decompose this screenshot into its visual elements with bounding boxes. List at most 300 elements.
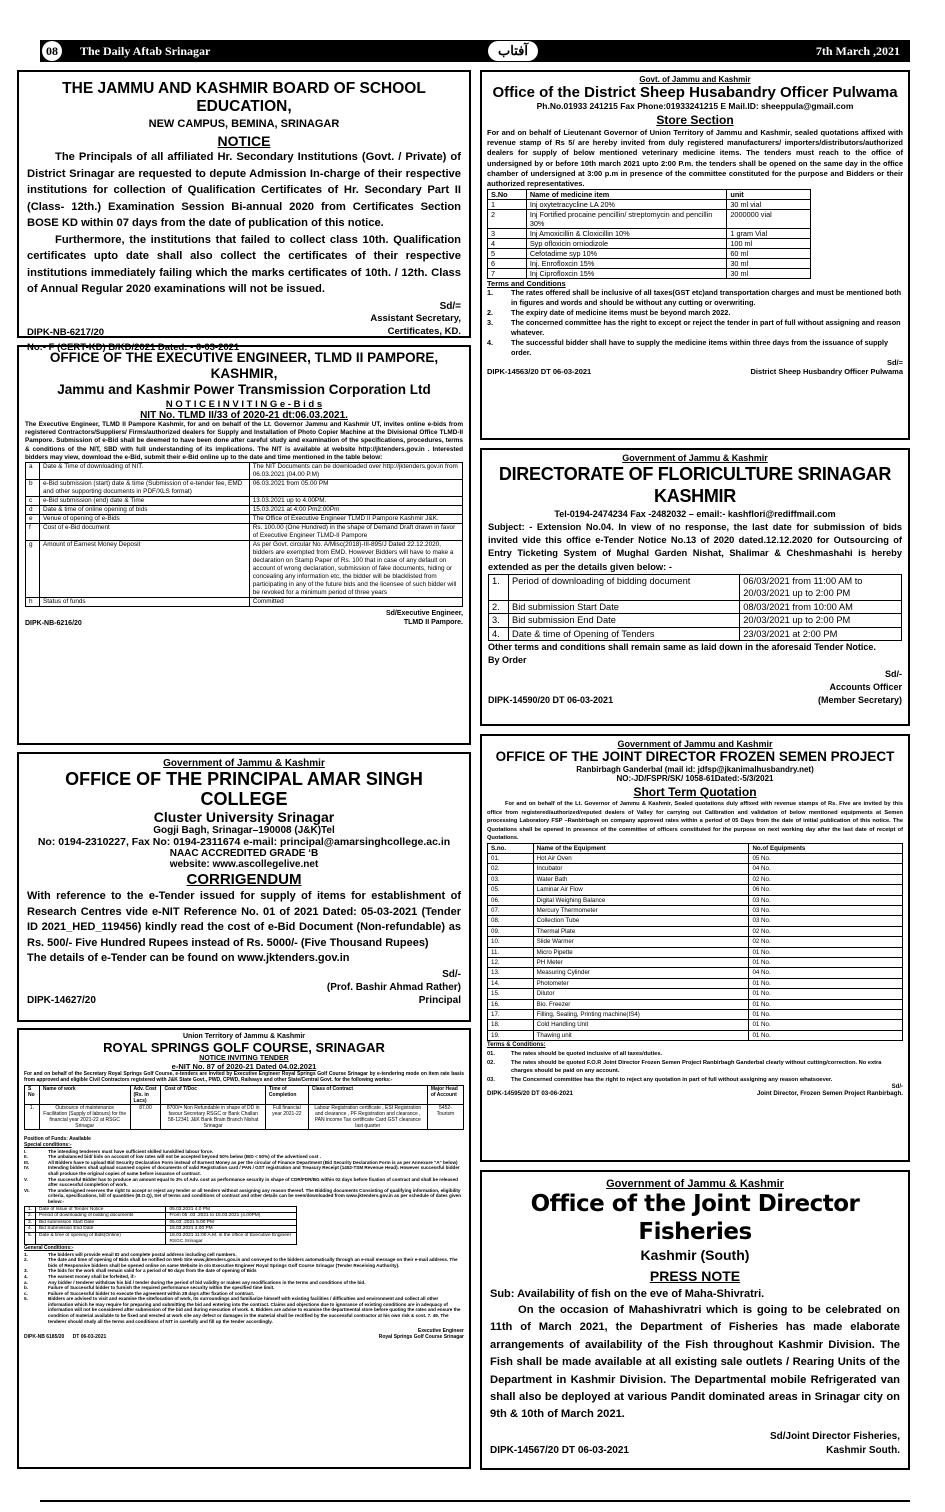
- sheep-table-row: [488, 229, 811, 239]
- tlmd-table-row: [26, 598, 463, 607]
- semen-table-row-cell: 02 No.: [749, 874, 903, 884]
- semen-table-row-cell: 01 No.: [749, 1030, 903, 1040]
- semen-table-row-cell: 04 No.: [749, 864, 903, 874]
- semen-table-row-cell: 15.: [488, 989, 534, 999]
- college-contact: No: 0194-2310227, Fax No: 0194-2311674 e-mail: principal@amarsinghcollege.ac.in: [37, 836, 451, 848]
- sheep-term-number: 3.: [487, 318, 494, 328]
- sheep-table-row-cell: 2000000 vial: [727, 210, 811, 229]
- sheep-table-row-cell: Inj Fortified procaine pencillin/ streptomycin and pencillin 30%: [526, 210, 727, 229]
- golf-general-condition-text: Failure of Successful bidder to execute the agreement within 28 days after fixation of contract.: [48, 1290, 255, 1296]
- semen-table-row-cell: 13.: [488, 968, 534, 978]
- sheep-sign: District Sheep Husbandry Officer Pulwama: [750, 367, 903, 377]
- newspaper-name: The Daily Aftab Srinagar: [80, 44, 211, 58]
- fish-sign-1: Sd/Joint Director Fisheries,: [769, 1430, 900, 1442]
- sheep-notice: [480, 70, 910, 440]
- sheep-term-number: 1.: [487, 288, 494, 298]
- tlmd-table: [25, 462, 463, 607]
- golf-tender: [17, 1028, 471, 1469]
- sheep-dipk: DIPK-14563/20 DT 06-03-2021: [487, 367, 592, 377]
- golf-intro: For and on behalf of the Secretary Royal Springs Golf Course, e-tenders are invited by Executive Engineer Royal Springs Golf Course Srinagar by e-tendering mode on item rate basis from approved and eligible Civil Contractors registered with J&K State Govt., PWD, CPWD, Railways and other State/Central Govt. for the following works:-: [24, 1071, 464, 1084]
- flori-subject: Subject: - Extension No.04. In view of no response, the last date for submission of bids invited vide this office e-Tender Notice No.13 of 2020 dated.12.12.2020 for Outsourcing of Entry Ticketing System of Mughal Garden Nishat, Shalimar & Cheshmashahi is hereby extended as per the details given below: -: [488, 522, 902, 572]
- semen-table-row-cell: 02 No.: [749, 926, 903, 936]
- golf-date-row: [25, 1232, 297, 1244]
- golf-general-condition-text: Bidders are advised to visit and examine the site/location of work, its surroundings and familiarize himself with existing facilities / difficulties and environment and collect all other information which he may require for preparing and submitting the bid and entering into the contract. Claims and objections due to ignorance of existing conditions are in adequacy of information will not be considered after submission of the bid and during execution of work. 6. Bidders are advise to examine the departmental store before quoting the rates and ensure the condition of material available to be fixed and erected at work site any defect or damages in the material shall be rectified by the successful contractor at his own risk & cost. 7. 49. The tenderer should study all the terms and conditions of NIT in carefully and fill up the tender accordingly.: [48, 1296, 461, 1324]
- flori-other: Other terms and conditions shall remain same as laid down in the aforesaid Tender Notice.: [488, 642, 876, 653]
- semen-table-row: [488, 885, 903, 895]
- fish-body: On the occasion of Mahashivratri which is going to be celebrated on 11th of March 2021, the Department of Fisheries has made elaborate arrangements of availability of the Fish throughout Kashmir Division. The Fish shall be made available at all existing sale outlets / Rearing Units of the Department in Kashmir Division. The Departmental mobile Refrigerated van shall also be deployed at various Pandit dominated areas in Srinagar city on 9th & 10th of March 2021.: [490, 1304, 900, 1421]
- semen-table-row-cell: PH Meter: [533, 957, 749, 967]
- golf-table-cell: 8700/= Non Refundable in shape of DD in favour Secretary RSGC or Bank Challan 58-12341 J&K Bank Brain Branch Nishat Srinagar: [161, 1104, 265, 1129]
- sheep-table-row: [488, 269, 811, 279]
- golf-date: DT 06-03-2021: [72, 1334, 107, 1341]
- flori-table-row-cell: 1.: [489, 574, 509, 600]
- sheep-term-text: The rates offered shall be inclusive of all taxes(GST etc)and transportation charges and must be mentioned both in figures and words and should be without any cutting or overwriting.: [511, 288, 902, 308]
- semen-term-text: The Concerned committee has the right to reject any quotation in part of full without assigning any reason whatsoever.: [511, 1076, 833, 1083]
- college-sign-1: (Prof. Bashir Ahmad Rather): [326, 981, 461, 993]
- semen-table-row-cell: 16.: [488, 999, 534, 1009]
- semen-quotation: [480, 734, 910, 1162]
- golf-general-condition: [24, 1296, 464, 1324]
- tlmd-table-row: [26, 515, 463, 524]
- semen-table-row-cell: Cold Handling Unit: [533, 1020, 749, 1030]
- semen-table-row-cell: Slide Warmer: [533, 937, 749, 947]
- sheep-term: [487, 288, 903, 308]
- flori-table-row: [489, 627, 902, 641]
- sheep-table: [487, 189, 811, 279]
- golf-title: ROYAL SPRINGS GOLF COURSE, SRINAGAR: [103, 1040, 385, 1055]
- flori-table-row: [489, 614, 902, 628]
- sheep-table-row: [488, 259, 811, 269]
- sheep-table-row-cell: 4: [488, 239, 527, 249]
- golf-special-head: Special conditions:-: [24, 1142, 72, 1149]
- golf-date-row-cell: 05.03 .2021 5.00 PM: [166, 1219, 296, 1226]
- college-sign-2: Principal: [418, 994, 461, 1006]
- sheep-table-row: [488, 239, 811, 249]
- flori-order: By Order: [488, 655, 527, 666]
- tlmd-table-row-cell: g: [26, 541, 40, 598]
- bose-sign-2: Certificates, KD.: [387, 325, 461, 337]
- semen-table-row-cell: 06 No.: [749, 885, 903, 895]
- golf-general-condition-text: The earnest money shall be forfeited, if:-: [48, 1273, 137, 1279]
- golf-date-row: [25, 1219, 297, 1226]
- golf-general-condition-number: 4.: [24, 1273, 28, 1279]
- semen-table-row-cell: 01 No.: [749, 989, 903, 999]
- golf-table-header: Cost of T/Doc: [161, 1085, 265, 1104]
- semen-table: [487, 843, 903, 1042]
- golf-general-condition-number: b.: [24, 1285, 29, 1291]
- golf-condition-text: The successful Bidder has to produce an amount equal to 3% of Adv. cost as performance security in shape of CDR/FDR/BG within 02 days before fixation of contract and shall be released after successful completion of work.: [48, 1176, 458, 1188]
- sheep-terms: [487, 288, 903, 358]
- golf-condition: [24, 1188, 464, 1205]
- semen-govt: Government of Jammu and Kashmir: [617, 739, 773, 749]
- sheep-table-row-cell: 7: [488, 269, 527, 279]
- semen-table-row-cell: Mercury Thermometer: [533, 905, 749, 915]
- flori-table-row-cell: Period of downloading of bidding document: [509, 574, 740, 600]
- semen-terms: [487, 1050, 903, 1084]
- sheep-table-header: unit: [727, 190, 811, 200]
- golf-table-cell: 1.: [25, 1104, 40, 1129]
- bose-sign-1: Assistant Secretary,: [370, 312, 461, 324]
- tlmd-table-row-cell: e: [26, 515, 40, 524]
- semen-sd: Sd/-: [891, 1084, 903, 1091]
- tlmd-table-row-cell: a: [26, 463, 40, 480]
- semen-address: Ranbirbagh Ganderbal (mail id: jdfsp@jkanimalhusbandry.net): [576, 765, 814, 774]
- golf-condition-text: Intending bidders shall upload scanned copies of documents of valid Registration card / PAN / GST registration and Treasury Receipt (1452-TSM Revenue Head). However successful bidder shall produce the original copies of same before issuance of contract.: [48, 1165, 460, 1176]
- college-website: website: www.ascollegelive.net: [169, 859, 319, 870]
- semen-table-row-cell: Water Bath: [533, 874, 749, 884]
- sheep-govt: Govt. of Jammu and Kashmir: [639, 75, 751, 84]
- flori-table-row-cell: 08/03/2021 from 10:00 AM: [740, 600, 902, 614]
- semen-table-row-cell: 05.: [488, 885, 534, 895]
- sheep-term-number: 4.: [487, 338, 494, 348]
- semen-table-row-cell: Collection Tube: [533, 916, 749, 926]
- semen-table-header: S.no.: [488, 843, 534, 853]
- flori-table-row-cell: 2.: [489, 600, 509, 614]
- flori-table-row-cell: 20/03/2021 up to 2:00 PM: [740, 614, 902, 628]
- bose-subtitle: NEW CAMPUS, BEMINA, SRINAGAR: [148, 118, 340, 130]
- golf-table-cell: 87.00: [130, 1104, 161, 1129]
- flori-table: [488, 574, 902, 642]
- semen-table-row: [488, 968, 903, 978]
- tlmd-table-row-cell: Venue of opening of e-Bids: [40, 515, 250, 524]
- golf-table-cell: Full financial year 2021-22: [265, 1104, 308, 1129]
- semen-table-row: [488, 1030, 903, 1040]
- bose-no: No:- F (CERT-KD) B/KD/2021 Dated: - 6-03-2021: [27, 341, 240, 353]
- tlmd-nit: NIT No. TLMD II/33 of 2020-21 dt:06.03.2021.: [140, 410, 348, 421]
- golf-table-cell: Labour Registration certificate , ESI Registration and clearance , PF Registration and clearance , PAN income Tax certificate Card GST clearance last quarter: [308, 1104, 427, 1129]
- sheep-table-header: S.No: [488, 190, 527, 200]
- tlmd-table-row: [26, 463, 463, 480]
- tlmd-table-row-cell: e-Bid submission (end) date & Time: [40, 497, 250, 506]
- flori-govt: Government of Jammu & Kashmir: [622, 453, 768, 463]
- sheep-table-row-cell: 30 ml: [727, 269, 811, 279]
- fisheries-press-note: [480, 1170, 910, 1470]
- flori-table-row-cell: 23/03/2021 at 2:00 PM: [740, 627, 902, 641]
- semen-term: [487, 1076, 903, 1085]
- flori-table-row-cell: Bid submission Start Date: [509, 600, 740, 614]
- flori-table-row-cell: 3.: [489, 614, 509, 628]
- sheep-contact: Ph.No.01933 241215 Fax Phone:01933241215 E Mail.ID: sheeppula@gmail.com: [536, 101, 854, 111]
- tlmd-table-row-cell: b: [26, 480, 40, 497]
- golf-condition: [24, 1165, 464, 1176]
- semen-table-header: No.of Equipments: [749, 843, 903, 853]
- semen-table-row-cell: Thermal Plate: [533, 926, 749, 936]
- golf-date-row-cell: Bid Submission End Date: [36, 1226, 166, 1233]
- golf-position-of-funds: Position of Funds: Available: [24, 1135, 91, 1142]
- sheep-table-row-cell: 5: [488, 249, 527, 259]
- golf-date-row-cell: Date & time of opening of Bids(Online): [36, 1232, 166, 1244]
- semen-table-row: [488, 978, 903, 988]
- golf-sign-1: Executive Engineer: [417, 1328, 464, 1335]
- tlmd-title-1: OFFICE OF THE EXECUTIVE ENGINEER, TLMD II PAMPORE, KASHMIR,: [49, 350, 439, 381]
- tlmd-table-row-cell: As per Govt. circular No. A/Misc(2018)-III-895/J Dated 22.12.2020, bidders are exempted from EMD. However Bidders will have to make a declaration on Stamp Paper of Rs. 100 that in case of any default on account of wrong declaration, submission of fake documents, hiding or concealing any information etc, the bidder will be blacklisted from participating in any of the future bids and the licensee of such bidder will be revoked for a minimum period of three years: [249, 541, 462, 598]
- golf-date-row: [25, 1206, 297, 1213]
- sheep-term-text: The expiry date of medicine items must be beyond march 2022.: [511, 308, 731, 318]
- semen-table-row: [488, 895, 903, 905]
- golf-condition-text: All Bidders have to upload Bid Security Declaration Form instead of Earnest Money as per the circular of Finance Department (Bid Security Declaration Form is as per Annexure "A" below): [48, 1159, 458, 1165]
- golf-table-header: Adv. Cost (Rs. in Lacs): [130, 1085, 161, 1104]
- college-govt: Government of Jammu & Kashmir: [163, 758, 325, 769]
- sheep-table-row-cell: 2: [488, 210, 527, 229]
- fish-subject: Sub: Availability of fish on the eve of Maha-Shivratri.: [490, 1288, 765, 1300]
- golf-date-row-cell: 3.: [25, 1219, 36, 1226]
- semen-dipk: DIPK-14595/20 DT 03-06-2021: [487, 1090, 573, 1098]
- bose-dipk: DIPK-NB-6217/20: [27, 326, 105, 338]
- issue-date: 7th March ,2021: [815, 44, 900, 58]
- golf-special-conditions: [24, 1149, 464, 1205]
- sheep-term-text: The concerned committee has the right to except or reject the tender in part of full without assigning and reason whatever.: [511, 318, 901, 338]
- semen-table-row-cell: Micro Pipette: [533, 947, 749, 957]
- golf-date-row-cell: 16.03.2021 11:00 A.M. in the office of Executive Engineer RSGC Srinagar: [166, 1232, 296, 1244]
- college-para-1: With reference to the e-Tender issued for supply of items for establishment of Research Centres vide e-NIT Reference No. 01 of 2021 Dated: 05-03-2021 (Tender ID 2021_HED_119456) kindly read the cost of e-Bid Document (Non-refundable) as Rs. 500/- Five Hundred Rupees instead of Rs. 5000/- (Five Thousand Rupees): [27, 890, 461, 949]
- semen-table-row-cell: 05 No.: [749, 853, 903, 863]
- semen-table-row-cell: 17.: [488, 1010, 534, 1020]
- semen-table-row: [488, 905, 903, 915]
- semen-table-row-cell: 02.: [488, 864, 534, 874]
- semen-heading: Short Term Quotation: [633, 785, 757, 799]
- college-address: Gogji Bagh, Srinagar–190008 (J&K)Tel: [153, 825, 335, 836]
- flori-table-row: [489, 600, 902, 614]
- semen-table-row-cell: Filling, Sealing, Printing machine(IS4): [533, 1010, 749, 1020]
- golf-work-table: [24, 1085, 464, 1130]
- sheep-table-row-cell: 60 ml: [727, 249, 811, 259]
- golf-general-condition-number: 1.: [24, 1251, 28, 1257]
- golf-condition-number: V.: [24, 1176, 28, 1182]
- semen-table-row: [488, 957, 903, 967]
- sheep-terms-head: Terms and Conditions: [487, 279, 566, 289]
- tlmd-table-row-cell: Cost of e-Bid document: [40, 524, 250, 541]
- tlmd-table-row-cell: e-Bid submission (start) date & time (Submission of e-tender fee, EMD and other supporting documents in PDF/XLS format): [40, 480, 250, 497]
- semen-table-row: [488, 989, 903, 999]
- golf-general-condition-text: Failure of Successful bidder to furnish the required performance security within the specified time limit.: [48, 1285, 275, 1291]
- tlmd-table-row: [26, 506, 463, 515]
- tlmd-table-row-cell: The NIT Documents can be downloaded over http://jktenders.gov.in from 06.03.2021 (04.00 P.M): [249, 463, 462, 480]
- semen-table-row-cell: 03 No.: [749, 905, 903, 915]
- semen-table-row-cell: 01 No.: [749, 947, 903, 957]
- golf-dipk: DIPK-NB 6185/20: [24, 1334, 65, 1341]
- tlmd-table-row-cell: d: [26, 506, 40, 515]
- semen-table-header: Name of the Equipment: [533, 843, 749, 853]
- golf-date-row-cell: 4.: [25, 1226, 36, 1233]
- flori-table-row: [489, 574, 902, 600]
- flori-dipk: DIPK-14590/20 DT 06-03-2021: [488, 695, 614, 706]
- sheep-term-number: 2.: [487, 308, 494, 318]
- golf-table-header: Name of work: [39, 1085, 130, 1104]
- golf-date-row-cell: From 05 .03 .2021 to 15.03.2021 (4.00PM): [166, 1213, 296, 1220]
- golf-general-conditions: [24, 1252, 464, 1325]
- semen-table-row: [488, 916, 903, 926]
- tlmd-table-row-cell: 13.03.2021 up to 4.00PM.: [249, 497, 462, 506]
- sheep-table-header: Name of medicine item: [526, 190, 727, 200]
- college-corrigendum: [17, 752, 471, 1022]
- semen-table-row-cell: 11.: [488, 947, 534, 957]
- sheep-table-row-cell: 100 ml: [727, 239, 811, 249]
- tlmd-table-row-cell: Committed: [249, 598, 462, 607]
- golf-date-row: [25, 1213, 297, 1220]
- golf-condition: [24, 1177, 464, 1188]
- college-sub: Cluster University Srinagar: [153, 809, 335, 825]
- bottom-rule: [40, 1500, 910, 1502]
- golf-date-row-cell: 15.03.2021 4.00 PM: [166, 1226, 296, 1233]
- semen-sign: Joint Director, Frozen Semen Project Ranbirbagh.: [756, 1090, 903, 1098]
- golf-general-condition-text: The bidders will provide email ID and complete postal address including cell numbers.: [48, 1251, 237, 1257]
- golf-condition-number: I.: [24, 1148, 27, 1154]
- tlmd-table-row-cell: The Office of Executive Engineer TLMD II Pampore Kashmir J&K.: [249, 515, 462, 524]
- semen-table-row-cell: 14.: [488, 978, 534, 988]
- golf-condition-number: II.: [24, 1154, 28, 1160]
- golf-condition-text: The intending tenderers must have sufficient skilled /unskilled labour force.: [48, 1148, 214, 1154]
- tlmd-sub: N O T I C E I N V I T I N G e - B i d s: [165, 399, 323, 410]
- tlmd-dipk: DIPK-NB-6216/20: [25, 620, 82, 628]
- sheep-table-row-cell: 30 ml: [727, 259, 811, 269]
- semen-table-row-cell: 07.: [488, 905, 534, 915]
- sheep-heading: Store Section: [656, 113, 734, 127]
- tlmd-table-row-cell: f: [26, 524, 40, 541]
- newspaper-header: [40, 40, 910, 62]
- golf-date-row-cell: 5.: [25, 1232, 36, 1244]
- flori-sign-2: (Member Secretary): [817, 695, 902, 706]
- sheep-body: For and on behalf of Lieutenant Governor of Union Territory of Jammu and Kashmir, sealed quotations affixed with revenue stamp of Rs 5/ are hereby invited from duly registered manufacturers/ importers/distributors/authorized dealers for supply of below mentioned veterinary medicine items. The tenders must reach to the office of undersigned by or before 10th march 2021 upto 2:00 P.m. the tenders shall be opened on the same day in the office chamber of undersigned at 3:00 p.m in presence of the committee constituted for the purpose and Bidders or their authorized representatives.: [487, 128, 903, 189]
- semen-table-row-cell: 01 No.: [749, 1010, 903, 1020]
- golf-date-row-cell: Date of Issue of Tender Notice: [36, 1206, 166, 1213]
- flori-contact: Tel-0194-2474234 Fax -2482032 – email:- kashflori@rediffmail.com: [554, 509, 836, 519]
- flori-sign-1: Accounts Officer: [829, 682, 902, 693]
- sheep-table-row-cell: Inj Amoxicillin & Cloxicillin 10%: [526, 229, 727, 239]
- semen-table-row-cell: 12.: [488, 957, 534, 967]
- sheep-table-row-cell: Inj Ciprofloxcin 15%: [526, 269, 727, 279]
- semen-table-row: [488, 874, 903, 884]
- semen-term-text: The rates should be quoted inclusive of all taxes/duties.: [511, 1051, 663, 1058]
- semen-table-row-cell: 03 No.: [749, 916, 903, 926]
- semen-table-row-cell: 01 No.: [749, 957, 903, 967]
- semen-table-row: [488, 1010, 903, 1020]
- golf-date-row-cell: 05.03.2021 4.0 PM: [166, 1206, 296, 1213]
- semen-table-row: [488, 937, 903, 947]
- tlmd-table-row-cell: 15.03.2021 at 4:00 Pm2:00Pm: [249, 506, 462, 515]
- golf-table-header: S No: [25, 1085, 40, 1104]
- semen-table-row-cell: 03 No.: [749, 895, 903, 905]
- semen-table-row-cell: 01 No.: [749, 1020, 903, 1030]
- bose-heading: NOTICE: [217, 133, 271, 149]
- fish-dipk: DIPK-14567/20 DT 06-03-2021: [490, 1444, 629, 1456]
- semen-term-text: The rates should be quoted F.O.R Joint Director Frozen Semen Project Ranbirbagh Ganderbal clearly without cutting/correction. No extra charges should be paid on any account.: [511, 1059, 882, 1075]
- semen-table-row-cell: 18.: [488, 1020, 534, 1030]
- tlmd-table-row-cell: Status of funds: [40, 598, 250, 607]
- golf-table-header: Major Head of Account: [427, 1085, 463, 1104]
- fish-sign-2: Kashmir South.: [826, 1444, 900, 1456]
- tlmd-title-2: Jammu and Kashmir Power Transmission Corporation Ltd: [57, 382, 431, 397]
- golf-condition-number: VI.: [24, 1187, 30, 1193]
- sheep-table-row: [488, 210, 811, 229]
- semen-table-row-cell: 02 No.: [749, 937, 903, 947]
- golf-date-row-cell: 1.: [25, 1206, 36, 1213]
- semen-table-row-cell: Laminar Air Flow: [533, 885, 749, 895]
- semen-table-row-cell: 04 No.: [749, 968, 903, 978]
- golf-general-condition-number: 5.: [24, 1296, 28, 1302]
- golf-table-header: Time of Completion: [265, 1085, 308, 1104]
- sheep-term-text: The successful bidder shall have to supply the medicine items within three days from the issuance of supply order.: [511, 338, 889, 358]
- sheep-table-row: [488, 249, 811, 259]
- semen-term-number: 02.: [487, 1059, 495, 1066]
- tlmd-sign-1: Sd/Executive Engineer,: [385, 610, 463, 618]
- semen-table-row-cell: 19.: [488, 1030, 534, 1040]
- flori-sd: Sd/-: [885, 669, 902, 680]
- semen-title: OFFICE OF THE JOINT DIRECTOR FROZEN SEMEN PROJECT: [495, 749, 895, 764]
- semen-table-row-cell: Dilutor: [533, 989, 749, 999]
- fish-title: Office of the Joint Director Fisheries: [530, 1191, 860, 1245]
- semen-table-row: [488, 1020, 903, 1030]
- sheep-term: [487, 308, 903, 318]
- tlmd-table-row-cell: 06.03.2021 from 05.00 PM: [249, 480, 462, 497]
- page-number: 08: [42, 41, 62, 61]
- sheep-table-row-cell: Syp ofloxicin orniodizole: [526, 239, 727, 249]
- golf-general-condition: [24, 1257, 464, 1268]
- flori-table-row-cell: 4.: [489, 627, 509, 641]
- golf-general-condition-number: 2.: [24, 1257, 28, 1263]
- golf-general-condition-number: c.: [24, 1290, 28, 1296]
- flori-table-row-cell: Date & time of Opening of Tenders: [509, 627, 740, 641]
- fish-govt: Government of Jammu & Kashmir: [606, 1178, 784, 1190]
- semen-table-row-cell: 01.: [488, 853, 534, 863]
- semen-term: [487, 1050, 903, 1059]
- college-sd: Sd/-: [442, 968, 461, 980]
- semen-table-row-cell: Measuring Cylinder: [533, 968, 749, 978]
- golf-date-row-cell: Period of downloading of bidding documents: [36, 1213, 166, 1220]
- golf-date-row-cell: Bid submission Start Date: [36, 1219, 166, 1226]
- sheep-title: Office of the District Sheep Husabandry Officer Pulwama: [492, 84, 898, 101]
- tlmd-table-row: [26, 541, 463, 598]
- newspaper-logo: آفتاب: [488, 41, 538, 61]
- sheep-table-row-cell: Inj oxytetracycline LA 20%: [526, 200, 727, 210]
- golf-table-cell: Outsource of maintenance Facilitation (Supply of labours) for the financial year 2021-22 at RSGC Srinagar: [39, 1104, 130, 1129]
- golf-condition-number: III.: [24, 1159, 30, 1165]
- semen-term-number: 01.: [487, 1051, 495, 1058]
- sheep-table-row-cell: 3: [488, 229, 527, 239]
- sheep-table-row-cell: 30 ml vial: [727, 200, 811, 210]
- semen-table-row-cell: Hot Air Oven: [533, 853, 749, 863]
- semen-no: NO:-JD/FSPR/SK/ 1058-61Dated:-5/3/2021: [616, 774, 774, 783]
- sheep-table-row-cell: 6: [488, 259, 527, 269]
- tlmd-sign-2: TLMD II Pampore.: [403, 619, 463, 627]
- tlmd-notice: [17, 345, 471, 745]
- tlmd-table-row-cell: c: [26, 497, 40, 506]
- golf-ut: Union Territory of Jammu & Kashmir: [182, 1033, 305, 1040]
- semen-table-row-cell: 01 No.: [749, 978, 903, 988]
- semen-table-row-cell: Thawing unit: [533, 1030, 749, 1040]
- sheep-table-row-cell: 1 gram Vial: [727, 229, 811, 239]
- tlmd-table-row-cell: Date & time of online opening of bids: [40, 506, 250, 515]
- semen-table-row-cell: 08.: [488, 916, 534, 926]
- flori-table-row-cell: Bid submission End Date: [509, 614, 740, 628]
- semen-table-row-cell: Incubator: [533, 864, 749, 874]
- sheep-term: [487, 338, 903, 358]
- golf-general-condition-number: a.: [24, 1279, 28, 1285]
- sheep-table-row-cell: Cefotadime syp 10%: [526, 249, 727, 259]
- tlmd-table-row: [26, 524, 463, 541]
- bose-para-1: The Principals of all affiliated Hr. Secondary Institutions (Govt. / Private) of District Srinagar are requested to depute Admission In-charge of their respective institutions for collection of Qualification Certificates of Hr. Secondary Part II (Class- 12th.) Examination Session Bi-annual 2020 from Certificates Section BOSE KD within 07 days from the date of publication of this notice.: [27, 151, 461, 229]
- semen-body: For and on behalf of the Lt. Governor of Jammu & Kashmir, Sealed quotations duly affixed with revenue stamps of Rs. Five are invited by this office from registered/authorized/reputed dealers of Valley for carrying out Calibration and validation of below mentioned equipments at Semen processing Laboratory FSP –Ranbirbagh on company approved rates within a period of 05 Days from the date of initial publication of this notice. The Quotations shall be opened in presence of the committee of officers constituted for the purpose on next working day after the last date of receipt of Quotations.: [487, 801, 903, 841]
- golf-nit: e-NIT No. 87 of 2020-21 Dated 04.02.2021: [171, 1062, 317, 1071]
- tlmd-body: The Executive Engineer, TLMD II Pampore Kashmir, for and on behalf of the Lt. Governor Jammu and Kashmir UT, invites online e-bids from registered Contractors/Suppliers/ Firms/authorized dealers for Supply and Installation of Photo Copier Machine at the Divisional Office TLMD-II Pampore. Submission of e-Bid shall be deemed to have been done after careful study and examination of the specifications, procedures, terms & conditions of the NIT, SBD with full understanding of its implications. The NIT is available at website http://jktenders.gov.in . Interested bidders may view, download the e-Bid, submit their e-Bid online up to the date and time mentioned in the table below:: [25, 421, 463, 461]
- college-heading: CORRIGENDUM: [186, 871, 302, 888]
- tlmd-table-row-cell: Date & Time of downloading of NIT.: [40, 463, 250, 480]
- tlmd-table-row-cell: Amount of Earnest Money Deposit: [40, 541, 250, 598]
- golf-table-header: Class of Contract: [308, 1085, 427, 1104]
- golf-general-head: General Conditions:-: [24, 1245, 74, 1252]
- sheep-term: [487, 318, 903, 338]
- floriculture-notice: [480, 448, 910, 726]
- college-title: OFFICE OF THE PRINCIPAL AMAR SINGH COLLEGE: [65, 769, 423, 809]
